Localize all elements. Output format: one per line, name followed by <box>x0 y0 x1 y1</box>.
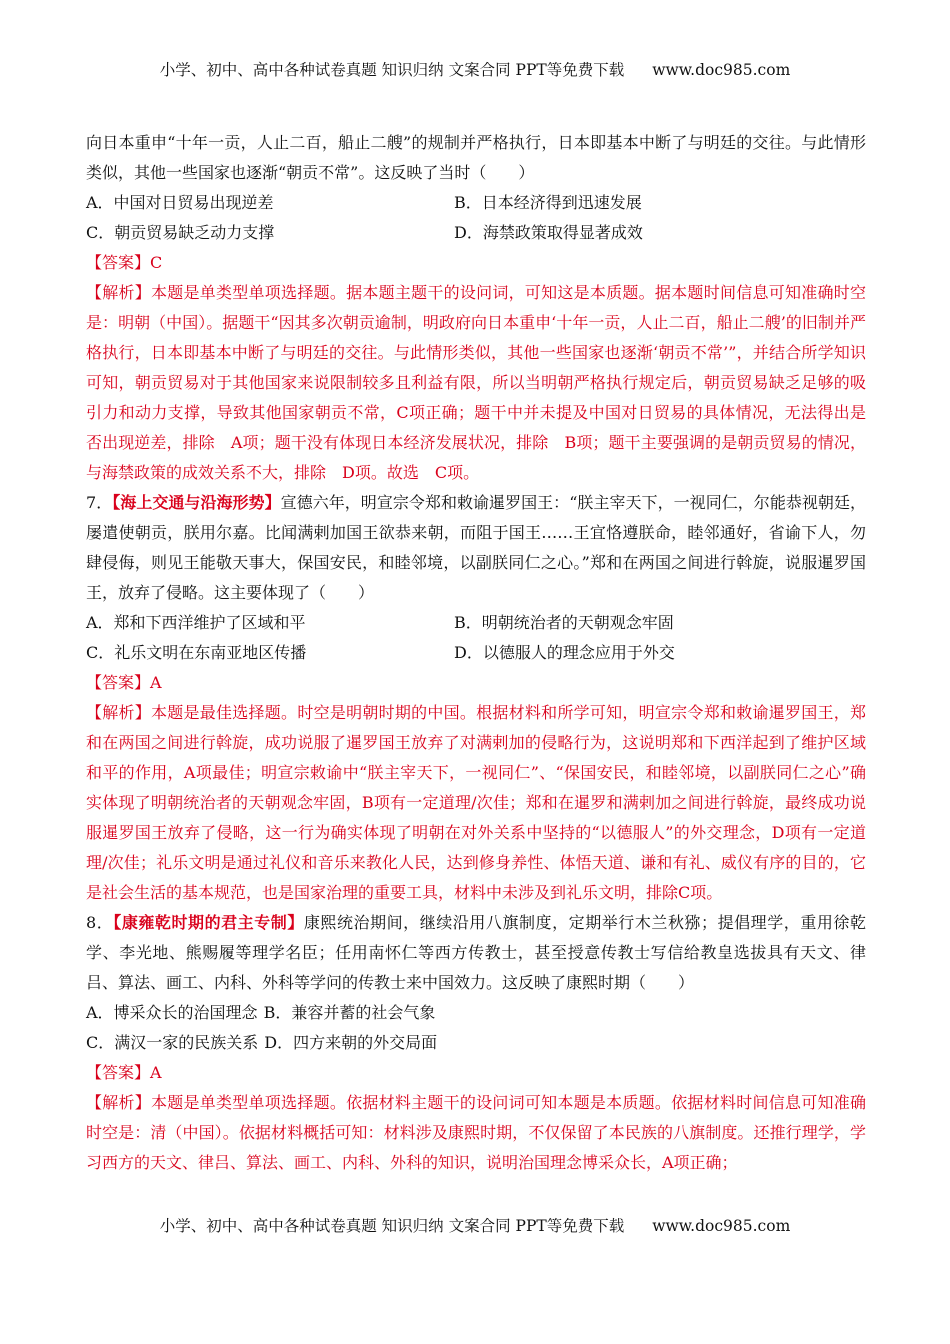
q7-option-a: A．郑和下西洋维护了区域和平 <box>86 613 306 632</box>
q8-option-b: B．兼容并蓄的社会气象 <box>263 1003 436 1022</box>
q8-stem <box>86 908 866 998</box>
q6-analysis: 【解析】本题是单类型单项选择题。据本题主题干的设问词，可知这是本质题。据本题时间信息可知准确时空是：明朝（中国）。据题干“因其多次朝贡逾制，明政府向日本重申‘十年一贡，人止二百，船止二艘’的旧制并严格执行，日本即基本中断了与明廷的交往。与此情形类似，其他一些国家也逐渐‘朝贡不常’”，并结合所学知识可知，朝贡贸易对于其他国家来说限制较多且利益有限，所以当明朝严格执行规定后，朝贡贸易缺乏足够的吸引力和动力支撑，导致其他国家朝贡不常，C项正确；题干中并未提及中国对日贸易的具体情况，无法得出是否出现逆差，排除 A项；题干没有体现日本经济发展状况，排除 B项；题干主要强调的是朝贡贸易的情况，与海禁政策的成效关系不大，排除 D项。故选 C项。 <box>86 283 866 482</box>
header-site-link[interactable]: www.doc985.com <box>652 61 791 79</box>
footer-text: 小学、初中、高中各种试卷真题 知识归纳 文案合同 PPT等免费下载 <box>159 1217 625 1235</box>
q7-options <box>86 608 866 668</box>
page-footer <box>0 1214 950 1236</box>
q8-number: 8． <box>86 913 114 932</box>
q6-option-b: B．日本经济得到迅速发展 <box>454 193 642 212</box>
q8-option-a: A．博采众长的治国理念 <box>86 1003 258 1022</box>
page-header <box>0 58 950 80</box>
q7-option-d: D．以德服人的理念应用于外交 <box>454 643 675 662</box>
q7-analysis: 【解析】本题是最佳选择题。时空是明朝时期的中国。根据材料和所学可知，明宣宗令郑和敕谕暹罗国王，郑和在两国之间进行斡旋，成功说服了暹罗国王放弃了对满剌加的侵略行为，这说明郑和下西洋起到了维护区域和平的作用，A项最佳；明宣宗敕谕中“朕主宰天下，一视同仁”、“保国安民，和睦邻境，以副朕同仁之心”确实体现了明朝统治者的天朝观念牢固，B项有一定道理/次佳；郑和在暹罗和满剌加之间进行斡旋，最终成功说服暹罗国王放弃了侵略，这一行为确实体现了明朝在对外关系中坚持的“以德服人”的外交理念，D项有一定道理/次佳；礼乐文明是通过礼仪和音乐来教化人民，达到修身养性、体悟天道、谦和有礼、威仪有序的目的，它是社会生活的基本规范，也是国家治理的重要工具，材料中未涉及到礼乐文明，排除C项。 <box>86 703 866 902</box>
q8-options-row-2 <box>86 1028 866 1058</box>
document-body <box>86 128 866 1178</box>
q8-topic-tag: 【康雍乾时期的君主专制】 <box>113 913 304 932</box>
q7-answer: 【答案】A <box>86 673 162 692</box>
q7-topic-tag: 【海上交通与沿海形势】 <box>112 493 281 512</box>
q7-option-b: B．明朝统治者的天朝观念牢固 <box>454 613 674 632</box>
q6-option-a: A．中国对日贸易出现逆差 <box>86 193 274 212</box>
header-text: 小学、初中、高中各种试卷真题 知识归纳 文案合同 PPT等免费下载 <box>159 61 625 79</box>
q7-stem <box>86 488 866 608</box>
q8-answer: 【答案】A <box>86 1063 162 1082</box>
q6-option-d: D．海禁政策取得显著成效 <box>454 223 643 242</box>
q7-option-c: C．礼乐文明在东南亚地区传播 <box>86 643 307 662</box>
q8-option-c: C．满汉一家的民族关系 <box>86 1033 259 1052</box>
q7-stem-text: 宣德六年，明宣宗令郑和敕谕暹罗国王：“朕主宰天下，一视同仁，尔能恭视朝廷，屡遣使朝贡，朕用尔嘉。比闻满剌加国王欲恭来朝，而阻于国王……王宜恪遵朕命，睦邻通好，省谕下人，勿肆侵侮，则见王能敬天事大，保国安民，和睦邻境，以副朕同仁之心。”郑和在两国之间进行斡旋，说服暹罗国王，放弃了侵略。这主要体现了（ ） <box>86 493 866 602</box>
q6-answer: 【答案】C <box>86 253 163 272</box>
q8-option-d: D．四方来朝的外交局面 <box>264 1033 438 1052</box>
q8-options-row-1 <box>86 998 866 1028</box>
q6-stem: 向日本重申“十年一贡，人止二百，船止二艘”的规制并严格执行，日本即基本中断了与明廷的交往。与此情形类似，其他一些国家也逐渐“朝贡不常”。这反映了当时（ ） <box>86 133 866 182</box>
q6-option-c: C．朝贡贸易缺乏动力支撑 <box>86 223 275 242</box>
q8-stem-text: 康熙统治期间，继续沿用八旗制度，定期举行木兰秋猕；提倡理学，重用徐乾学、李光地、熊赐履等理学名臣；任用南怀仁等西方传教士，甚至授意传教士写信给教皇选拔具有天文、律吕、算法、画工、内科、外科等学问的传教士来中国效力。这反映了康熙时期（ ） <box>86 913 866 992</box>
footer-site-link[interactable]: www.doc985.com <box>652 1217 791 1235</box>
q6-options <box>86 188 866 248</box>
q7-number: 7． <box>86 493 113 512</box>
q8-analysis: 【解析】本题是单类型单项选择题。依据材料主题干的设问词可知本题是本质题。依据材料时间信息可知准确时空是：清（中国）。依据材料概括可知：材料涉及康熙时期，不仅保留了本民族的八旗制度。还推行理学，学习西方的天文、律吕、算法、画工、内科、外科的知识，说明治国理念博采众长，A项正确； <box>86 1093 866 1172</box>
